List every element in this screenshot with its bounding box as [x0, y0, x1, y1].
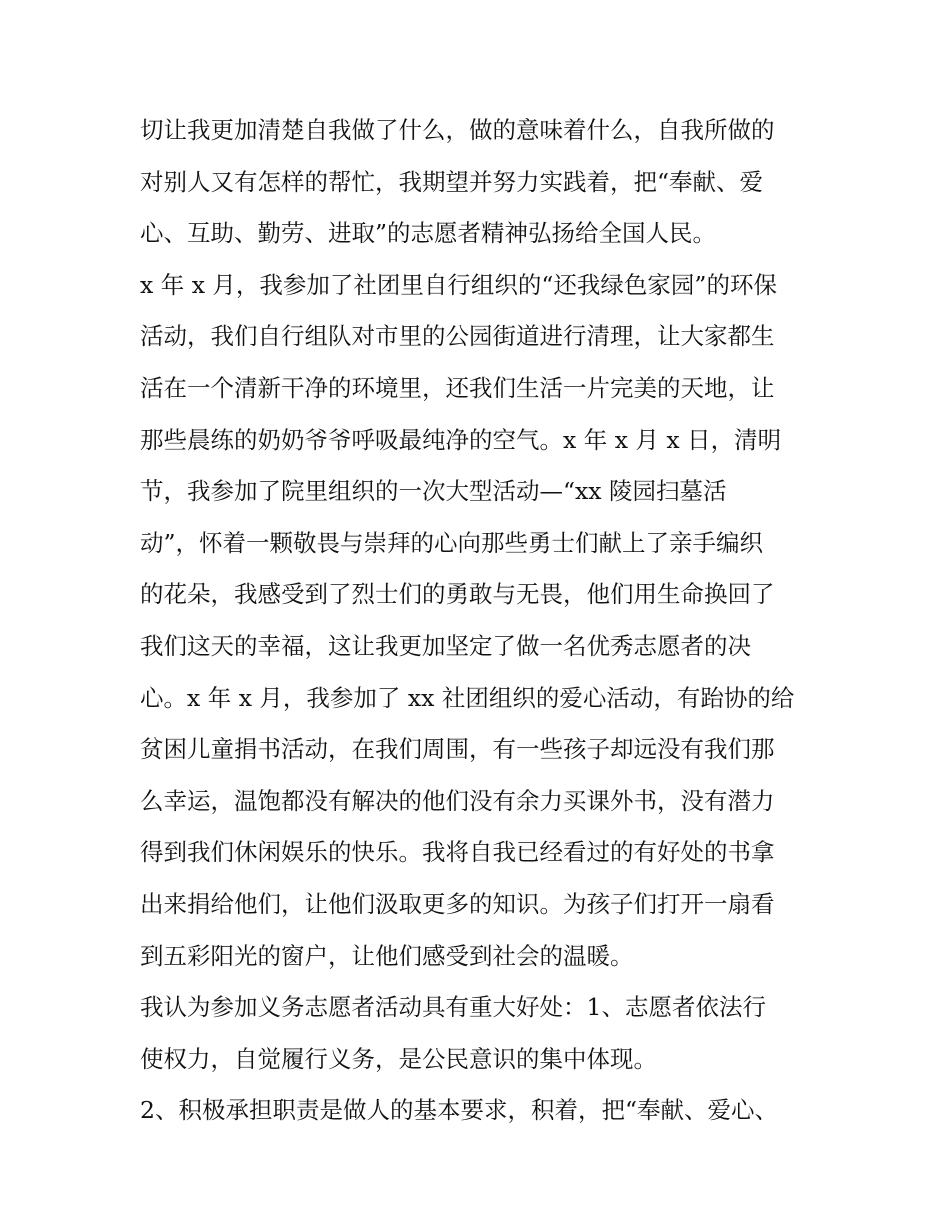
text-line: 么幸运，温饱都没有解决的他们没有余力买课外书，没有潜力 [140, 786, 775, 815]
text-line: 使权力，自觉履行义务，是公民意识的集中体现。 [140, 1044, 657, 1073]
text-line: 的花朵，我感受到了烈士们的勇敢与无畏，他们用生命换回了 [140, 580, 775, 609]
text-line: 对别人又有怎样的帮忙，我期望并努力实践着，把“奉献、爱 [140, 167, 764, 196]
text-line: 我们这天的幸福，这让我更加坚定了做一名优秀志愿者的决 [140, 631, 751, 660]
text-line: 得到我们休闲娱乐的快乐。我将自我已经看过的有好处的书拿 [140, 838, 775, 867]
text-line: 切让我更加清楚自我做了什么，做的意味着什么，自我所做的 [140, 116, 775, 144]
text-line: x 年 x 月，我参加了社团里自行组织的“还我绿色家园”的环保 [140, 270, 777, 299]
text-line: 心。x 年 x 月，我参加了 xx 社团组织的爱心活动，有跆协的给 [140, 683, 795, 712]
text-line: 节，我参加了院里组织的一次大型活动—“xx 陵园扫墓活 [140, 477, 727, 506]
text-line: 我认为参加义务志愿者活动具有重大好处：1、志愿者依法行 [140, 993, 766, 1022]
text-line: 2、积极承担职责是做人的基本要求，积着，把“奉献、爱心、 [140, 1096, 778, 1125]
text-line: 那些晨练的奶奶爷爷呼吸最纯净的空气。x 年 x 月 x 日，清明 [140, 425, 782, 454]
text-line: 心、互助、勤劳、进取”的志愿者精神弘扬给全国人民。 [140, 219, 717, 248]
document-body [140, 105, 820, 1137]
text-line: 活动，我们自行组队对市里的公园街道进行清理，让大家都生 [140, 322, 775, 351]
text-line: 到五彩阳光的窗户，让他们感受到社会的温暖。 [140, 941, 634, 970]
text-line: 动”，怀着一颗敬畏与崇拜的心向那些勇士们献上了亲手编织 [140, 528, 764, 557]
text-line: 活在一个清新干净的环境里，还我们生活一片完美的天地，让 [140, 373, 775, 402]
text-line: 出来捐给他们，让他们汲取更多的知识。为孩子们打开一扇看 [140, 889, 775, 918]
text-line: 贫困儿童捐书活动，在我们周围，有一些孩子却远没有我们那 [140, 735, 775, 764]
